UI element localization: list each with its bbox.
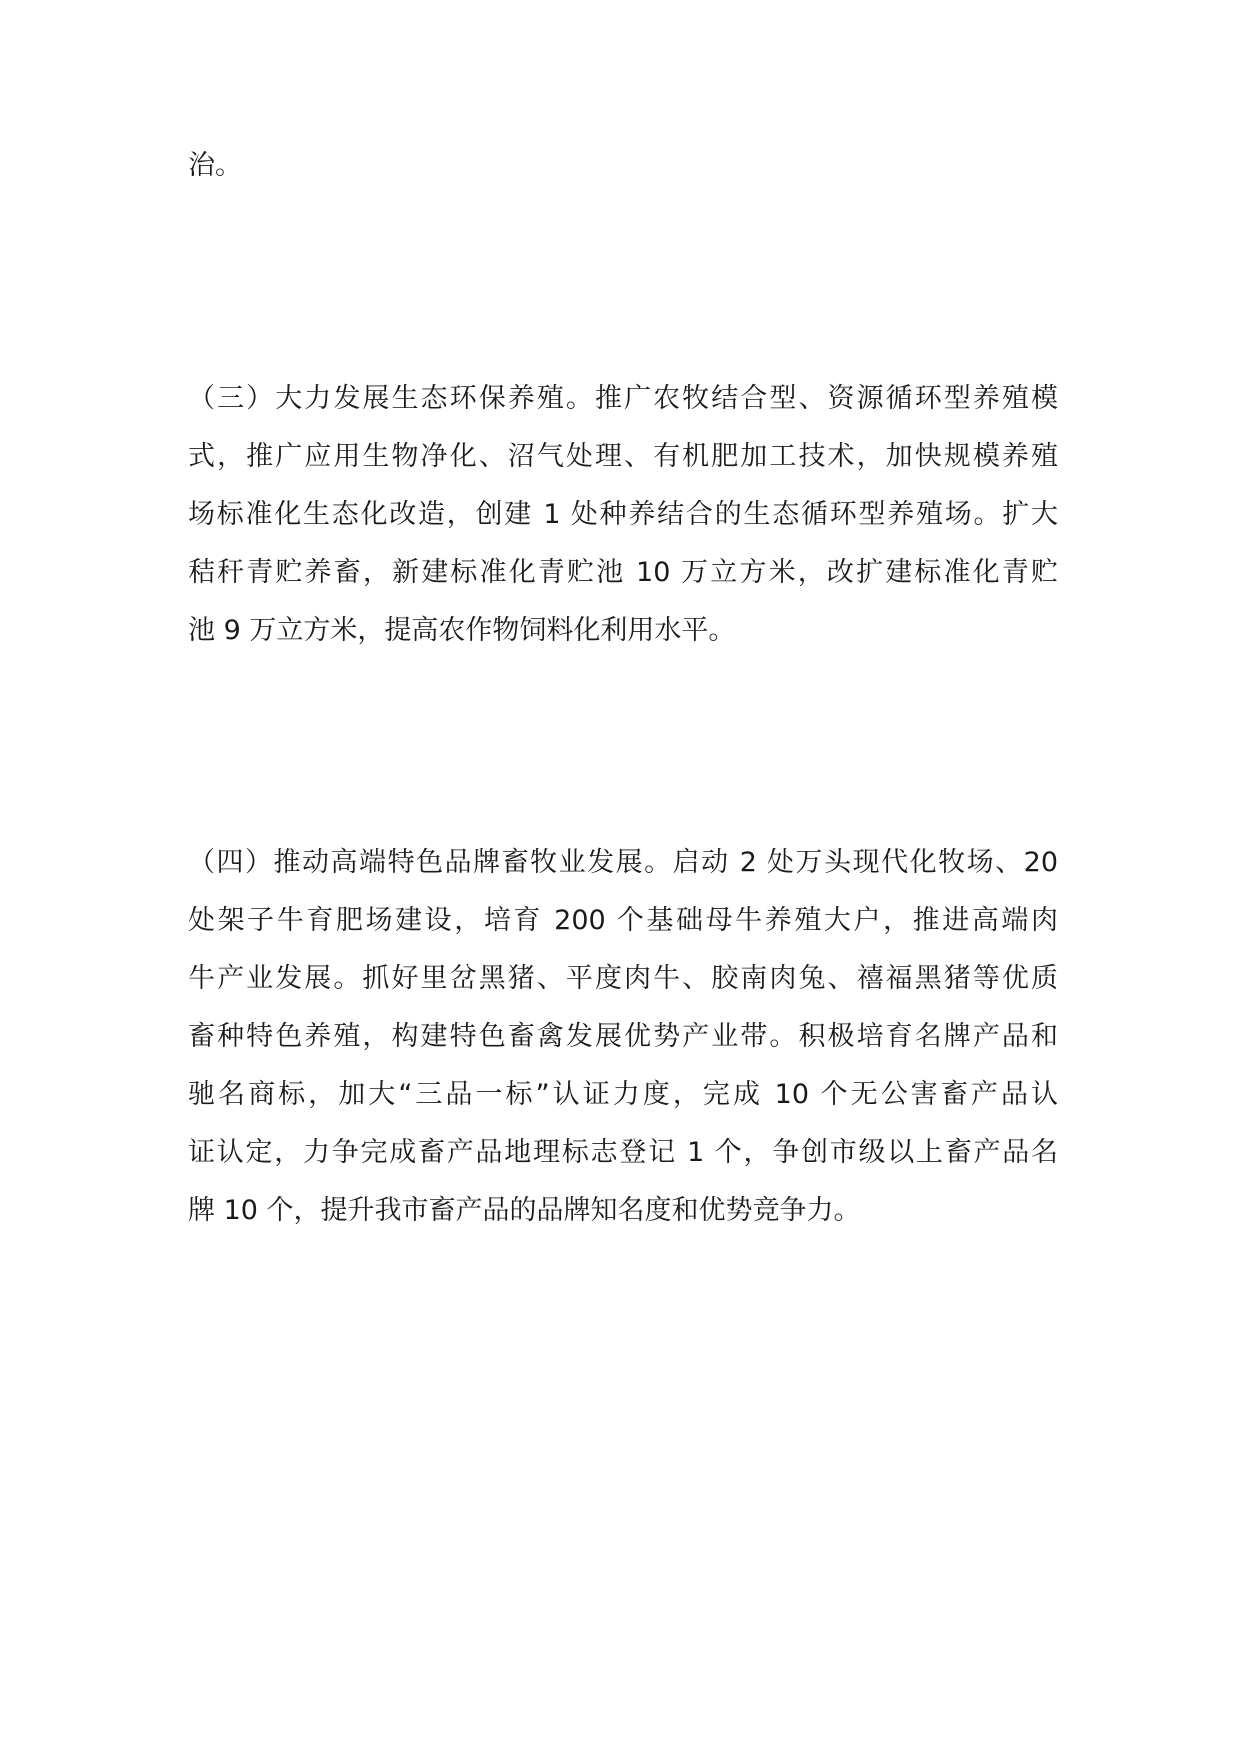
paragraph-line: （三）大力发展生态环保养殖。推广农牧结合型、资源循环型养殖模 (188, 383, 1058, 414)
paragraph-line: 式，推广应用生物净化、沼气处理、有机肥加工技术，加快规模养殖 (188, 441, 1058, 472)
paragraph-line: 牛产业发展。抓好里岔黑猪、平度肉牛、胶南肉兔、禧福黑猪等优质 (188, 963, 1058, 994)
paragraph-line: 池 9 万立方米，提高农作物饲料化利用水平。 (188, 615, 736, 646)
paragraph-line: 驰名商标，加大“三品一标”认证力度，完成 10 个无公害畜产品认 (188, 1079, 1058, 1110)
paragraph-line: 牌 10 个，提升我市畜产品的品牌知名度和优势竞争力。 (188, 1195, 861, 1226)
paragraph-line: （四）推动高端特色品牌畜牧业发展。启动 2 处万头现代化牧场、20 (188, 847, 1058, 878)
paragraph-line: 场标准化生态化改造，创建 1 处种养结合的生态循环型养殖场。扩大 (188, 499, 1058, 530)
paragraph-line: 秸秆青贮养畜，新建标准化青贮池 10 万立方米，改扩建标准化青贮 (188, 557, 1058, 588)
paragraph-line: 畜种特色养殖，构建特色畜禽发展优势产业带。积极培育名牌产品和 (188, 1021, 1058, 1052)
paragraph-fragment-line: 治。 (188, 150, 242, 181)
paragraph-line: 处架子牛育肥场建设，培育 200 个基础母牛养殖大户，推进高端肉 (188, 905, 1058, 936)
paragraph-line: 证认定，力争完成畜产品地理标志登记 1 个，争创市级以上畜产品名 (188, 1137, 1058, 1168)
